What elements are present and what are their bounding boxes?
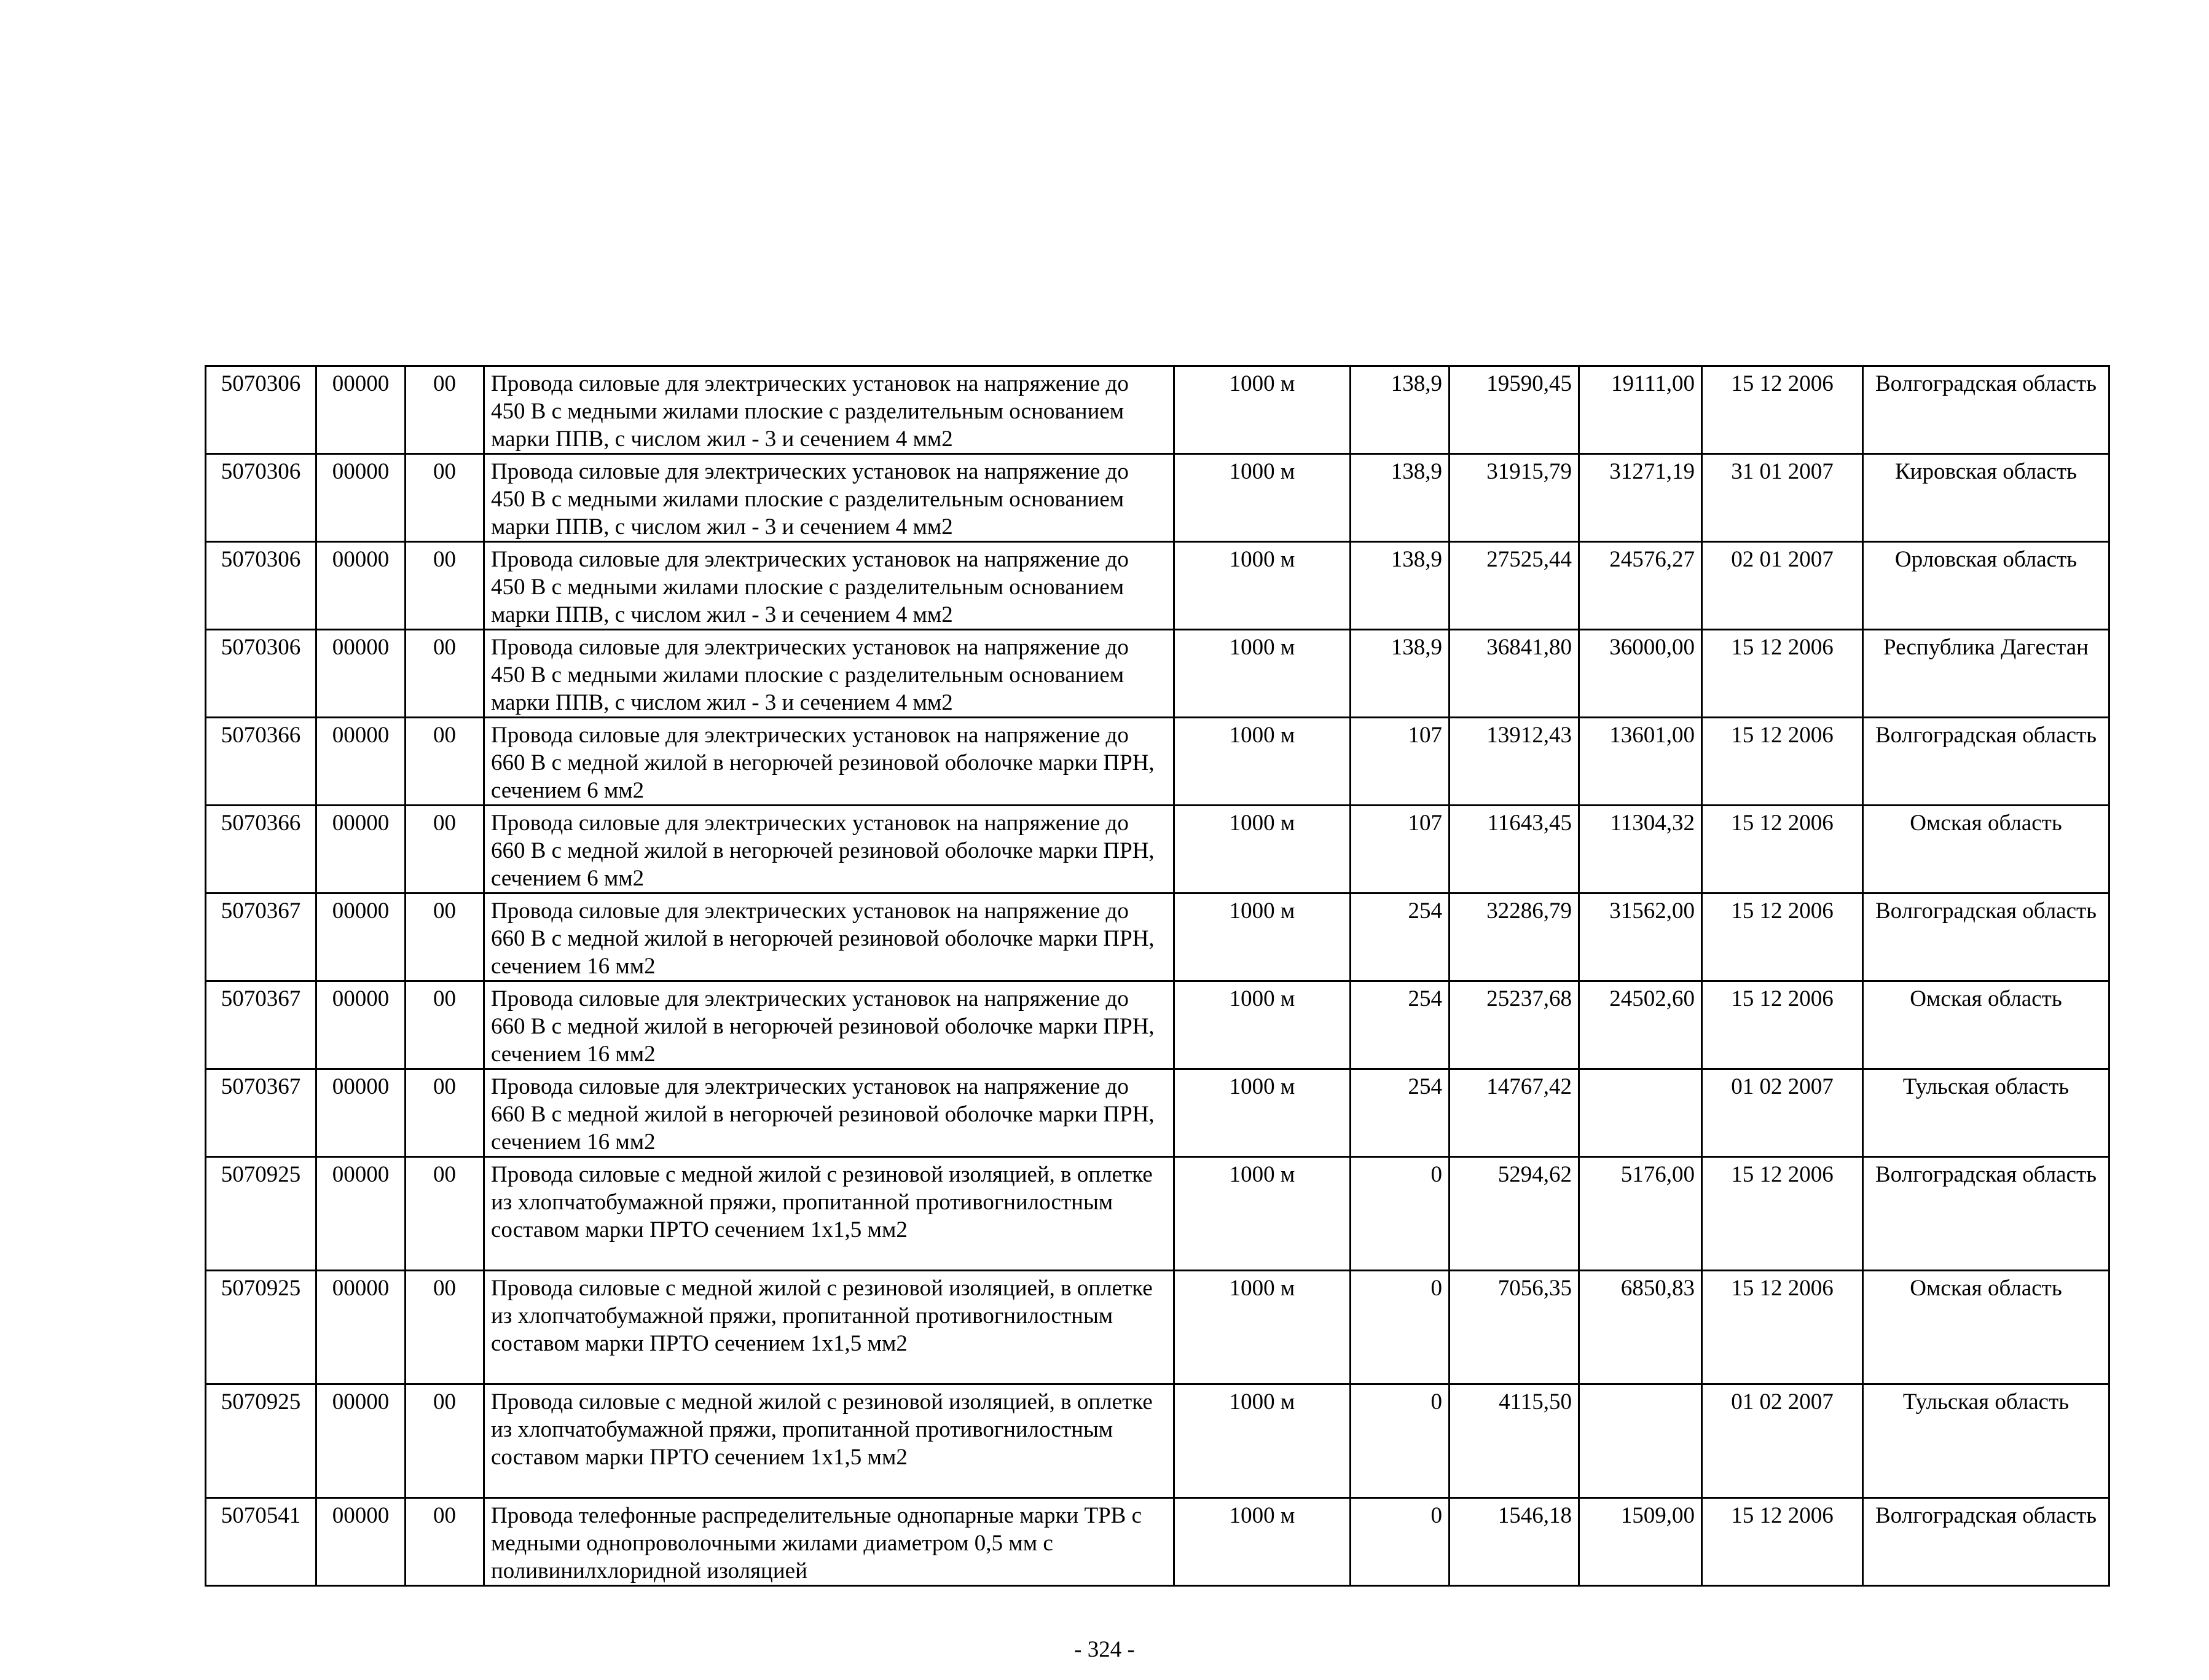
subcode-cell: 00000 — [316, 542, 406, 630]
region-cell: Омская область — [1863, 1271, 2109, 1384]
region-cell: Волгоградская область — [1863, 718, 2109, 806]
price-table — [205, 365, 2110, 1587]
region-cell: Республика Дагестан — [1863, 630, 2109, 718]
subcode-2-cell: 00 — [406, 630, 484, 718]
date-cell: 15 12 2006 — [1702, 806, 1863, 893]
value-2-cell: 14767,42 — [1450, 1069, 1579, 1157]
value-3-cell: 31562,00 — [1579, 893, 1702, 981]
unit-cell: 1000 м — [1174, 718, 1351, 806]
description-cell: Провода силовые для электрических установок на напряжение до 660 В с медной жилой в негорючей резиновой оболочке марки ПРН, сечением 6 мм2 — [484, 718, 1174, 806]
region-cell: Волгоградская область — [1863, 893, 2109, 981]
value-2-cell: 1546,18 — [1450, 1498, 1579, 1586]
description-cell: Провода силовые для электрических установок на напряжение до 450 В с медными жилами плоские с разделительным основанием марки ППВ, с числом жил - 3 и сечением 4 мм2 — [484, 542, 1174, 630]
unit-cell: 1000 м — [1174, 366, 1351, 454]
description-cell: Провода силовые для электрических установок на напряжение до 450 В с медными жилами плоские с разделительным основанием марки ППВ, с числом жил - 3 и сечением 4 мм2 — [484, 366, 1174, 454]
price-table-container — [205, 365, 2108, 1587]
product-code-cell: 5070925 — [206, 1271, 316, 1384]
value-1-cell: 107 — [1351, 718, 1450, 806]
value-1-cell: 254 — [1351, 893, 1450, 981]
value-2-cell: 11643,45 — [1450, 806, 1579, 893]
unit-cell: 1000 м — [1174, 981, 1351, 1069]
value-1-cell: 254 — [1351, 1069, 1450, 1157]
region-cell: Волгоградская область — [1863, 1498, 2109, 1586]
value-2-cell: 13912,43 — [1450, 718, 1579, 806]
page-number: - 324 - — [1074, 1637, 1135, 1662]
subcode-cell: 00000 — [316, 718, 406, 806]
date-cell: 15 12 2006 — [1702, 630, 1863, 718]
product-code-cell: 5070925 — [206, 1157, 316, 1271]
product-code-cell: 5070306 — [206, 542, 316, 630]
product-code-cell: 5070367 — [206, 893, 316, 981]
date-cell: 31 01 2007 — [1702, 454, 1863, 542]
table-row — [206, 366, 2109, 454]
product-code-cell: 5070306 — [206, 366, 316, 454]
region-cell: Орловская область — [1863, 542, 2109, 630]
subcode-2-cell: 00 — [406, 718, 484, 806]
value-1-cell: 0 — [1351, 1157, 1450, 1271]
table-row — [206, 630, 2109, 718]
table-row — [206, 1498, 2109, 1586]
description-cell: Провода силовые для электрических установок на напряжение до 450 В с медными жилами плоские с разделительным основанием марки ППВ, с числом жил - 3 и сечением 4 мм2 — [484, 630, 1174, 718]
subcode-2-cell: 00 — [406, 806, 484, 893]
value-2-cell: 19590,45 — [1450, 366, 1579, 454]
unit-cell: 1000 м — [1174, 630, 1351, 718]
date-cell: 15 12 2006 — [1702, 893, 1863, 981]
unit-cell: 1000 м — [1174, 893, 1351, 981]
date-cell: 02 01 2007 — [1702, 542, 1863, 630]
table-row — [206, 1069, 2109, 1157]
unit-cell: 1000 м — [1174, 1069, 1351, 1157]
value-2-cell: 25237,68 — [1450, 981, 1579, 1069]
value-1-cell: 138,9 — [1351, 366, 1450, 454]
description-cell: Провода силовые для электрических установок на напряжение до 660 В с медной жилой в негорючей резиновой оболочке марки ПРН, сечением 16 мм2 — [484, 1069, 1174, 1157]
value-1-cell: 138,9 — [1351, 542, 1450, 630]
subcode-cell: 00000 — [316, 1069, 406, 1157]
value-3-cell: 5176,00 — [1579, 1157, 1702, 1271]
subcode-2-cell: 00 — [406, 1384, 484, 1498]
value-3-cell: 31271,19 — [1579, 454, 1702, 542]
table-row — [206, 1271, 2109, 1384]
region-cell: Волгоградская область — [1863, 366, 2109, 454]
unit-cell: 1000 м — [1174, 454, 1351, 542]
table-body — [206, 366, 2109, 1586]
value-3-cell — [1579, 1069, 1702, 1157]
region-cell: Омская область — [1863, 806, 2109, 893]
value-1-cell: 254 — [1351, 981, 1450, 1069]
description-cell: Провода силовые для электрических установок на напряжение до 660 В с медной жилой в негорючей резиновой оболочке марки ПРН, сечением 6 мм2 — [484, 806, 1174, 893]
value-2-cell: 36841,80 — [1450, 630, 1579, 718]
value-2-cell: 7056,35 — [1450, 1271, 1579, 1384]
product-code-cell: 5070306 — [206, 454, 316, 542]
value-3-cell — [1579, 1384, 1702, 1498]
value-3-cell: 1509,00 — [1579, 1498, 1702, 1586]
description-cell: Провода силовые для электрических установок на напряжение до 450 В с медными жилами плоские с разделительным основанием марки ППВ, с числом жил - 3 и сечением 4 мм2 — [484, 454, 1174, 542]
subcode-cell: 00000 — [316, 630, 406, 718]
date-cell: 15 12 2006 — [1702, 981, 1863, 1069]
table-row — [206, 454, 2109, 542]
value-3-cell: 24576,27 — [1579, 542, 1702, 630]
value-3-cell: 13601,00 — [1579, 718, 1702, 806]
region-cell: Волгоградская область — [1863, 1157, 2109, 1271]
value-3-cell: 36000,00 — [1579, 630, 1702, 718]
description-cell: Провода силовые с медной жилой с резиновой изоляцией, в оплетке из хлопчатобумажной пряжи, пропитанной противогнилостным составом марки ПРТО сечением 1х1,5 мм2 — [484, 1157, 1174, 1271]
date-cell: 15 12 2006 — [1702, 1157, 1863, 1271]
date-cell: 15 12 2006 — [1702, 1271, 1863, 1384]
subcode-cell: 00000 — [316, 1384, 406, 1498]
value-1-cell: 138,9 — [1351, 630, 1450, 718]
product-code-cell: 5070366 — [206, 718, 316, 806]
product-code-cell: 5070367 — [206, 981, 316, 1069]
value-3-cell: 24502,60 — [1579, 981, 1702, 1069]
subcode-cell: 00000 — [316, 806, 406, 893]
table-row — [206, 1157, 2109, 1271]
subcode-cell: 00000 — [316, 1157, 406, 1271]
value-1-cell: 0 — [1351, 1271, 1450, 1384]
subcode-2-cell: 00 — [406, 1157, 484, 1271]
description-cell: Провода силовые для электрических установок на напряжение до 660 В с медной жилой в негорючей резиновой оболочке марки ПРН, сечением 16 мм2 — [484, 981, 1174, 1069]
value-2-cell: 5294,62 — [1450, 1157, 1579, 1271]
subcode-2-cell: 00 — [406, 1271, 484, 1384]
date-cell: 15 12 2006 — [1702, 718, 1863, 806]
subcode-cell: 00000 — [316, 893, 406, 981]
subcode-cell: 00000 — [316, 981, 406, 1069]
date-cell: 01 02 2007 — [1702, 1069, 1863, 1157]
subcode-2-cell: 00 — [406, 366, 484, 454]
value-1-cell: 107 — [1351, 806, 1450, 893]
unit-cell: 1000 м — [1174, 1384, 1351, 1498]
region-cell: Кировская область — [1863, 454, 2109, 542]
value-2-cell: 32286,79 — [1450, 893, 1579, 981]
value-1-cell: 0 — [1351, 1384, 1450, 1498]
description-cell: Провода силовые для электрических установок на напряжение до 660 В с медной жилой в негорючей резиновой оболочке марки ПРН, сечением 16 мм2 — [484, 893, 1174, 981]
unit-cell: 1000 м — [1174, 806, 1351, 893]
description-cell: Провода силовые с медной жилой с резиновой изоляцией, в оплетке из хлопчатобумажной пряжи, пропитанной противогнилостным составом марки ПРТО сечением 1х1,5 мм2 — [484, 1384, 1174, 1498]
table-row — [206, 542, 2109, 630]
table-row — [206, 718, 2109, 806]
subcode-cell: 00000 — [316, 454, 406, 542]
product-code-cell: 5070306 — [206, 630, 316, 718]
table-row — [206, 1384, 2109, 1498]
table-row — [206, 893, 2109, 981]
table-row — [206, 806, 2109, 893]
region-cell: Тульская область — [1863, 1069, 2109, 1157]
value-2-cell: 31915,79 — [1450, 454, 1579, 542]
region-cell: Тульская область — [1863, 1384, 2109, 1498]
unit-cell: 1000 м — [1174, 1498, 1351, 1586]
description-cell: Провода силовые с медной жилой с резиновой изоляцией, в оплетке из хлопчатобумажной пряжи, пропитанной противогнилостным составом марки ПРТО сечением 1х1,5 мм2 — [484, 1271, 1174, 1384]
date-cell: 01 02 2007 — [1702, 1384, 1863, 1498]
product-code-cell: 5070366 — [206, 806, 316, 893]
product-code-cell: 5070925 — [206, 1384, 316, 1498]
subcode-2-cell: 00 — [406, 542, 484, 630]
value-1-cell: 0 — [1351, 1498, 1450, 1586]
value-3-cell: 6850,83 — [1579, 1271, 1702, 1384]
unit-cell: 1000 м — [1174, 542, 1351, 630]
subcode-cell: 00000 — [316, 366, 406, 454]
region-cell: Омская область — [1863, 981, 2109, 1069]
subcode-2-cell: 00 — [406, 1498, 484, 1586]
value-1-cell: 138,9 — [1351, 454, 1450, 542]
date-cell: 15 12 2006 — [1702, 366, 1863, 454]
subcode-2-cell: 00 — [406, 1069, 484, 1157]
product-code-cell: 5070367 — [206, 1069, 316, 1157]
description-cell: Провода телефонные распределительные однопарные марки ТРВ с медными однопроволочными жилами диаметром 0,5 мм с поливинилхлоридной изоляцией — [484, 1498, 1174, 1586]
subcode-2-cell: 00 — [406, 893, 484, 981]
value-3-cell: 11304,32 — [1579, 806, 1702, 893]
value-3-cell: 19111,00 — [1579, 366, 1702, 454]
value-2-cell: 4115,50 — [1450, 1384, 1579, 1498]
subcode-cell: 00000 — [316, 1271, 406, 1384]
subcode-2-cell: 00 — [406, 454, 484, 542]
unit-cell: 1000 м — [1174, 1271, 1351, 1384]
subcode-2-cell: 00 — [406, 981, 484, 1069]
product-code-cell: 5070541 — [206, 1498, 316, 1586]
unit-cell: 1000 м — [1174, 1157, 1351, 1271]
subcode-cell: 00000 — [316, 1498, 406, 1586]
table-row — [206, 981, 2109, 1069]
value-2-cell: 27525,44 — [1450, 542, 1579, 630]
date-cell: 15 12 2006 — [1702, 1498, 1863, 1586]
